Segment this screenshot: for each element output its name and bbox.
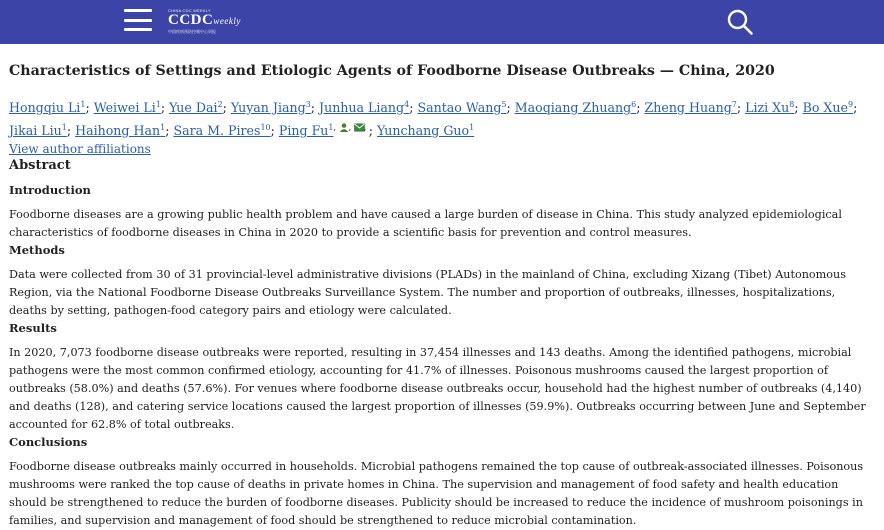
author-link[interactable]: Zheng Huang$^7$ (644, 100, 737, 115)
menu-icon-bar (124, 19, 152, 22)
author-link[interactable]: Bo Xue$^9$ (802, 100, 854, 115)
author-link[interactable]: Jikai Liu$^1$ (9, 123, 67, 138)
conclusions-text: Foodborne disease outbreaks mainly occurred in households. Microbial pathogens remained the top cause of outbreak-associated illnesses. Poisonous mushrooms were ranked the top cause of deaths in private homes in China. The supervision and management of food safety and health education should be strengthened to reduce the burden of foodborne diseases. Publicity should be increased to reduce the incidence of mushroom poisonings in families, and supervision and management of food should be strengthened to reduce microbial contamination. (9, 460, 864, 527)
methods-heading: Methods (9, 243, 65, 257)
top-navigation-bar (0, 0, 884, 44)
author-link[interactable]: Yunchang Guo$^1$ (377, 123, 475, 138)
mail-icon[interactable] (354, 118, 364, 127)
menu-icon-bar (124, 9, 152, 12)
methods-text: Data were collected from 30 of 31 provincial-level administrative divisions (PLADs) in the mainland of China, excluding Xizang (Tibet) Autonomous Region, via the National Foodborne Disease Outbreaks Surveillance System. The number and proportion of outbreaks, illnesses, hospitalizations, deaths by setting, pathogen-food category pairs and etiology were calculated. (9, 268, 846, 317)
introduction-heading: Introduction (9, 183, 91, 197)
article-container (9, 60, 875, 530)
logo-sub-text: 中国疾病预防控制中心周报 (168, 29, 216, 34)
article-title: Characteristics of Settings and Etiologic Agents of Foodborne Disease Outbreaks — China, 2020 (9, 63, 775, 79)
author-link[interactable]: Ping Fu$^1$ (278, 123, 334, 138)
conclusions-heading: Conclusions (9, 435, 88, 449)
logo-main-text: CCDCweekly (168, 12, 241, 28)
author-list: Hongqiu Li$^1$; Weiwei Li$^1$; Yue Dai$^2$; Yuyan Jiang$^3$; Junhua Liang$^4$; Santao Wang$^5$; Maoqiang Zhuang$^6$; Zheng Huang$^7$; Lizi Xu$^8$; Bo Xue$^9$; Jikai Liu$^1$; Haihong Han$^1$; Sara M. Pires$^{10}$; Ping $Fu^{1,}$ , , ; Yunchang Guo$^1$ (9, 100, 858, 138)
person-icon[interactable] (339, 118, 349, 127)
author-link[interactable]: Lizi Xu$^8$ (745, 100, 795, 115)
author-link[interactable]: Santao Wang$^5$ (417, 100, 507, 115)
search-icon[interactable] (726, 8, 754, 36)
author-link[interactable]: Yuyan Jiang$^3$ (230, 100, 311, 115)
introduction-text: Foodborne diseases are a growing public health problem and have caused a large burden of disease in China. This study analyzed epidemiological characteristics of foodborne diseases in China in 2020 to provide a scientific basis for prevention and control measures. (9, 208, 842, 239)
view-author-affiliations-link[interactable]: View author affiliations (9, 142, 151, 156)
results-text: In 2020, 7,073 foodborne disease outbreaks were reported, resulting in 37,454 illnesses and 143 deaths. Among the identified pathogens, microbial pathogens were the most common confirmed etiology, accounting for 41.7% of illnesses. Poisonous mushrooms caused the largest proportion of outbreaks (58.0%) and deaths (57.6%). For venues where foodborne disease outbreaks occur, household had the highest number of outbreaks (4,140) and deaths (128), and catering service locations caused the largest proportion of illnesses (59.9%). Outbreaks occurring between June and September accounted for 62.8% of total outbreaks. (9, 346, 866, 431)
author-link[interactable]: Maoqiang Zhuang$^6$ (514, 100, 637, 115)
menu-icon[interactable] (124, 9, 152, 31)
menu-icon-bar (124, 28, 152, 31)
results-heading: Results (9, 321, 57, 335)
abstract-heading: Abstract (9, 158, 71, 173)
author-link[interactable]: Yue Dai$^2$ (169, 100, 223, 115)
logo-small-text: CHINA CDC WEEKLY (168, 8, 211, 13)
author-link[interactable]: Hongqiu Li$^1$ (9, 100, 86, 115)
author-link[interactable]: Haihong Han$^1$ (75, 123, 166, 138)
author-link[interactable]: Junhua Liang$^4$ (319, 100, 410, 115)
author-link[interactable]: Weiwei Li$^1$ (93, 100, 161, 115)
author-link[interactable]: Sara M. Pires$^{10}$ (173, 123, 271, 138)
logo-weekly-text: weekly (213, 16, 241, 26)
ccdc-weekly-logo[interactable] (168, 8, 244, 36)
